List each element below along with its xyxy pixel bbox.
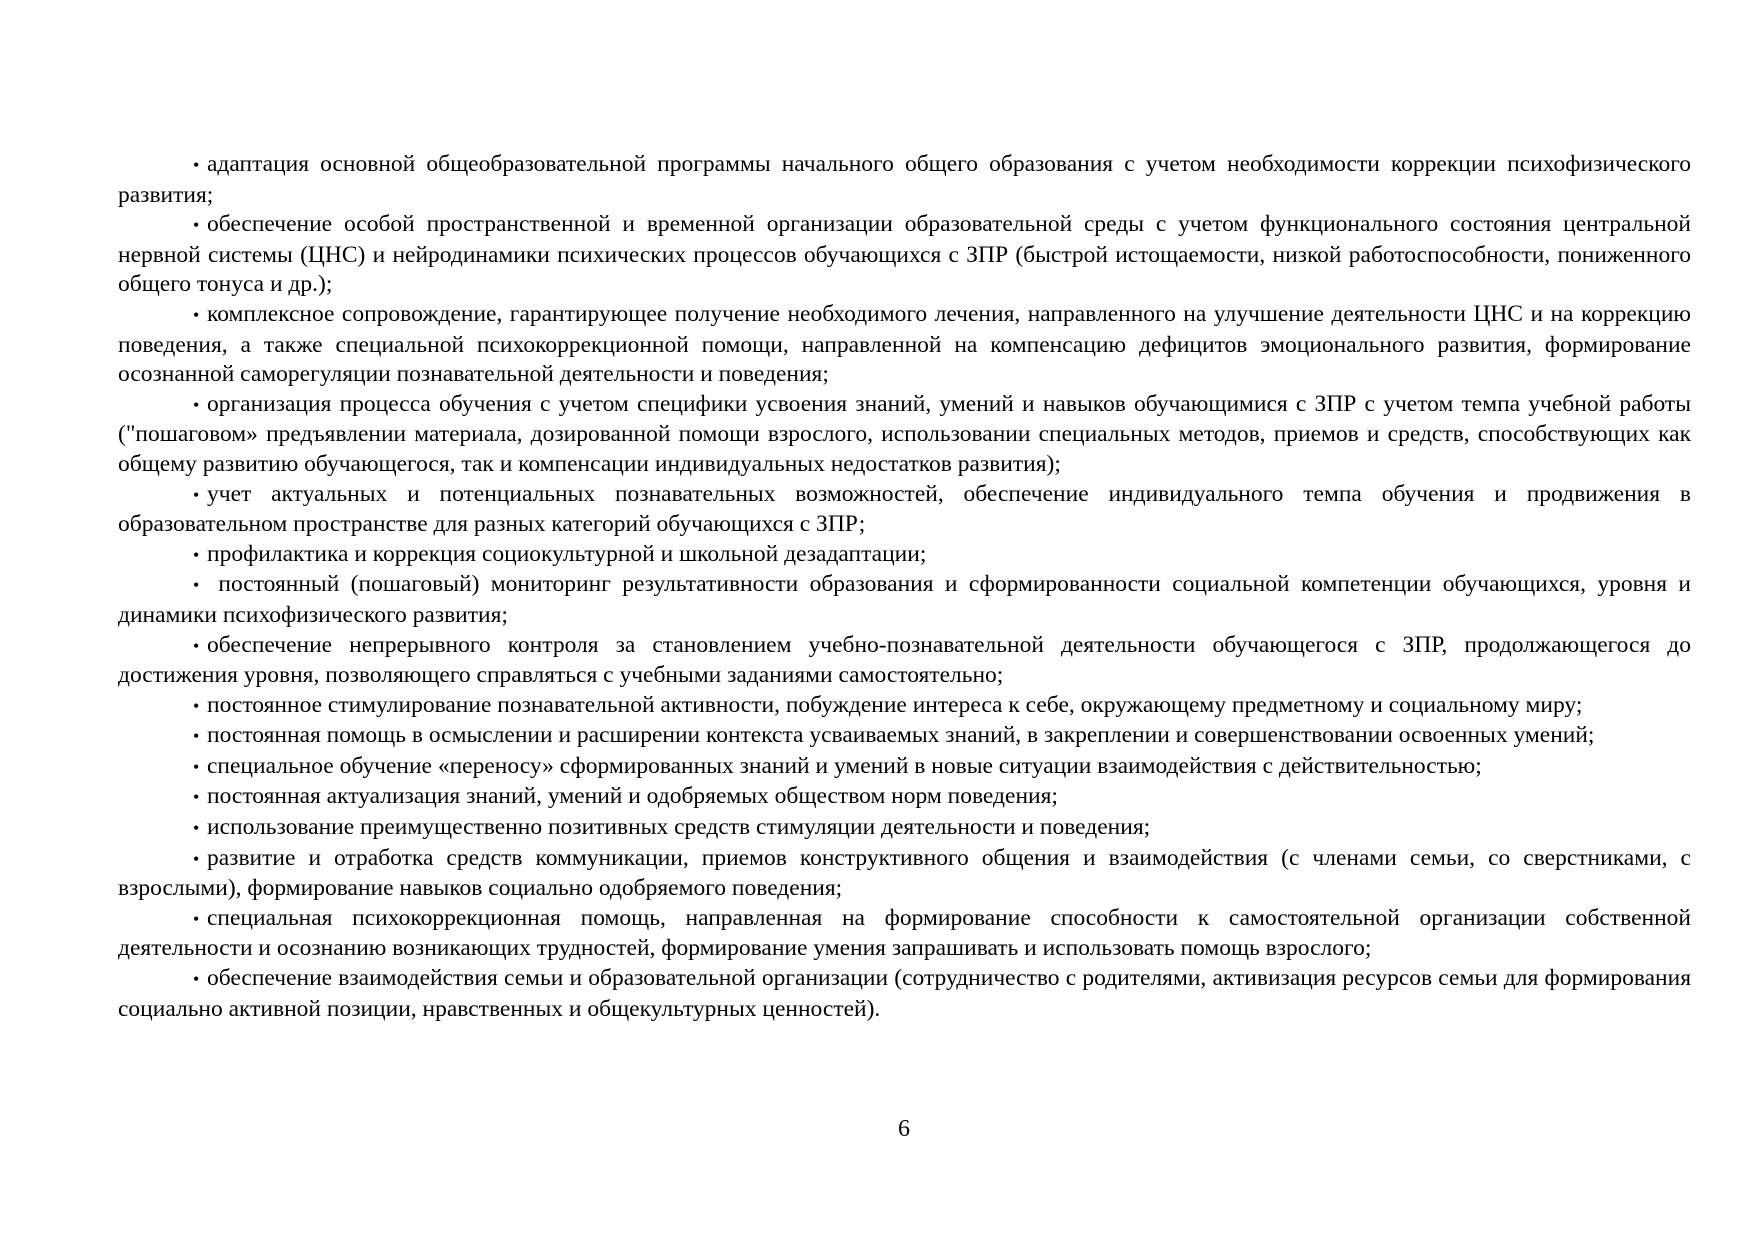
list-item [118, 964, 1691, 1024]
list-item-text: развитие и отработка средств коммуникации, приемов конструктивного общения и взаимодействия (с членами семьи, со сверстниками, с взрослыми), формирование навыков социально одобряемого поведения; [118, 844, 1691, 902]
bullet-icon: • [193, 818, 200, 839]
bullet-list [118, 150, 1691, 1024]
list-item-text: специальное обучение «переносу» сформированных знаний и умений в новые ситуации взаимодействия с действительностью; [207, 752, 1482, 779]
list-item [118, 540, 1691, 571]
bullet-icon: • [193, 575, 200, 596]
list-item-text: специальная психокоррекционная помощь, направленная на формирование способности к самостоятельной организации собственной деятельности и осознанию возникающих трудностей, формирование умения запрашивать и использовать помощь взрослого; [118, 904, 1691, 962]
list-item [118, 480, 1691, 540]
list-item-text: комплексное сопровождение, гарантирующее получение необходимого лечения, направленного на улучшение деятельности ЦНС и на коррекцию поведения, а также специальной психокоррекционной помощи, направленной на компенсацию дефицитов эмоционального развития, формирование осознанной саморегуляции познавательной деятельности и поведения; [118, 300, 1691, 388]
bullet-icon: • [193, 787, 200, 808]
bullet-icon: • [193, 155, 200, 175]
page-number: 6 [898, 1116, 910, 1142]
bullet-icon: • [193, 394, 200, 415]
list-item-text: обеспечение особой пространственной и временной организации образовательной среды с учетом функционального состояния центральной нервной системы (ЦНС) и нейродинамики психических процессов обучающихся с ЗПР (быстрой истощаемости, низкой работоспособности, пониженного общего тонуса и др.); [118, 211, 1691, 298]
list-item-text: обеспечение взаимодействия семьи и образовательной организации (сотрудничество с родителями, активизация ресурсов семьи для формирования социально активной позиции, нравственных и общекультурных ценностей). [118, 965, 1691, 1022]
list-item [118, 300, 1691, 390]
list-item-text: постоянное стимулирование познавательной активности, побуждение интереса к себе, окружающему предметному и социальному миру; [207, 691, 1583, 718]
list-item [118, 570, 1691, 630]
bullet-icon: • [193, 304, 200, 325]
list-item [118, 904, 1691, 964]
list-item [118, 752, 1691, 783]
list-item [118, 813, 1691, 844]
list-item [118, 721, 1691, 752]
bullet-icon: • [193, 726, 200, 747]
bullet-icon: • [193, 695, 200, 716]
bullet-icon: • [193, 215, 200, 236]
bullet-icon: • [193, 544, 200, 565]
list-item-text: профилактика и коррекция социокультурной и школьной дезадаптации; [207, 540, 927, 567]
bullet-icon: • [193, 635, 200, 656]
list-item-text: учет актуальных и потенциальных познавательных возможностей, обеспечение индивидуального темпа обучения и продвижения в образовательном пространстве для разных категорий обучающихся с ЗПР; [118, 480, 1691, 538]
list-item [118, 150, 1691, 210]
list-item-text: постоянная помощь в осмыслении и расширении контекста усваиваемых знаний, в закреплении и совершенствовании освоенных умений; [207, 722, 1595, 749]
bullet-icon: • [193, 969, 200, 990]
list-item-text: организация процесса обучения с учетом специфики усвоения знаний, умений и навыков обучающимися с ЗПР с учетом темпа учебной работы ("пошаговом» предъявлении материала, дозированной помощи взрослого, использовании специальных методов, приемов и средств, способствующих как общему развитию обучающегося, так и компенсации индивидуальных недостатков развития); [118, 390, 1691, 477]
bullet-icon: • [193, 756, 200, 777]
list-item [118, 844, 1691, 904]
list-item [118, 390, 1691, 480]
list-item-text: обеспечение непрерывного контроля за становлением учебно-познавательной деятельности обучающегося с ЗПР, продолжающегося до достижения уровня, позволяющего справляться с учебными заданиями самостоятельно; [118, 631, 1691, 689]
list-item [118, 782, 1691, 813]
bullet-icon: • [193, 484, 200, 505]
list-item-text: использование преимущественно позитивных средств стимуляции деятельности и поведения; [207, 814, 1151, 841]
bullet-icon: • [193, 908, 200, 929]
list-item-text: адаптация основной общеобразовательной программы начального общего образования с учетом необходимости коррекции психофизического развития; [118, 151, 1691, 208]
list-item-text: постоянный (пошаговый) мониторинг результативности образования и сформированности социальной компетенции обучающихся, уровня и динамики психофизического развития; [118, 571, 1691, 628]
list-item [118, 631, 1691, 691]
list-item [118, 691, 1691, 722]
list-item [118, 210, 1691, 300]
bullet-icon: • [193, 848, 200, 869]
list-item-text: постоянная актуализация знаний, умений и одобряемых обществом норм поведения; [207, 783, 1058, 810]
